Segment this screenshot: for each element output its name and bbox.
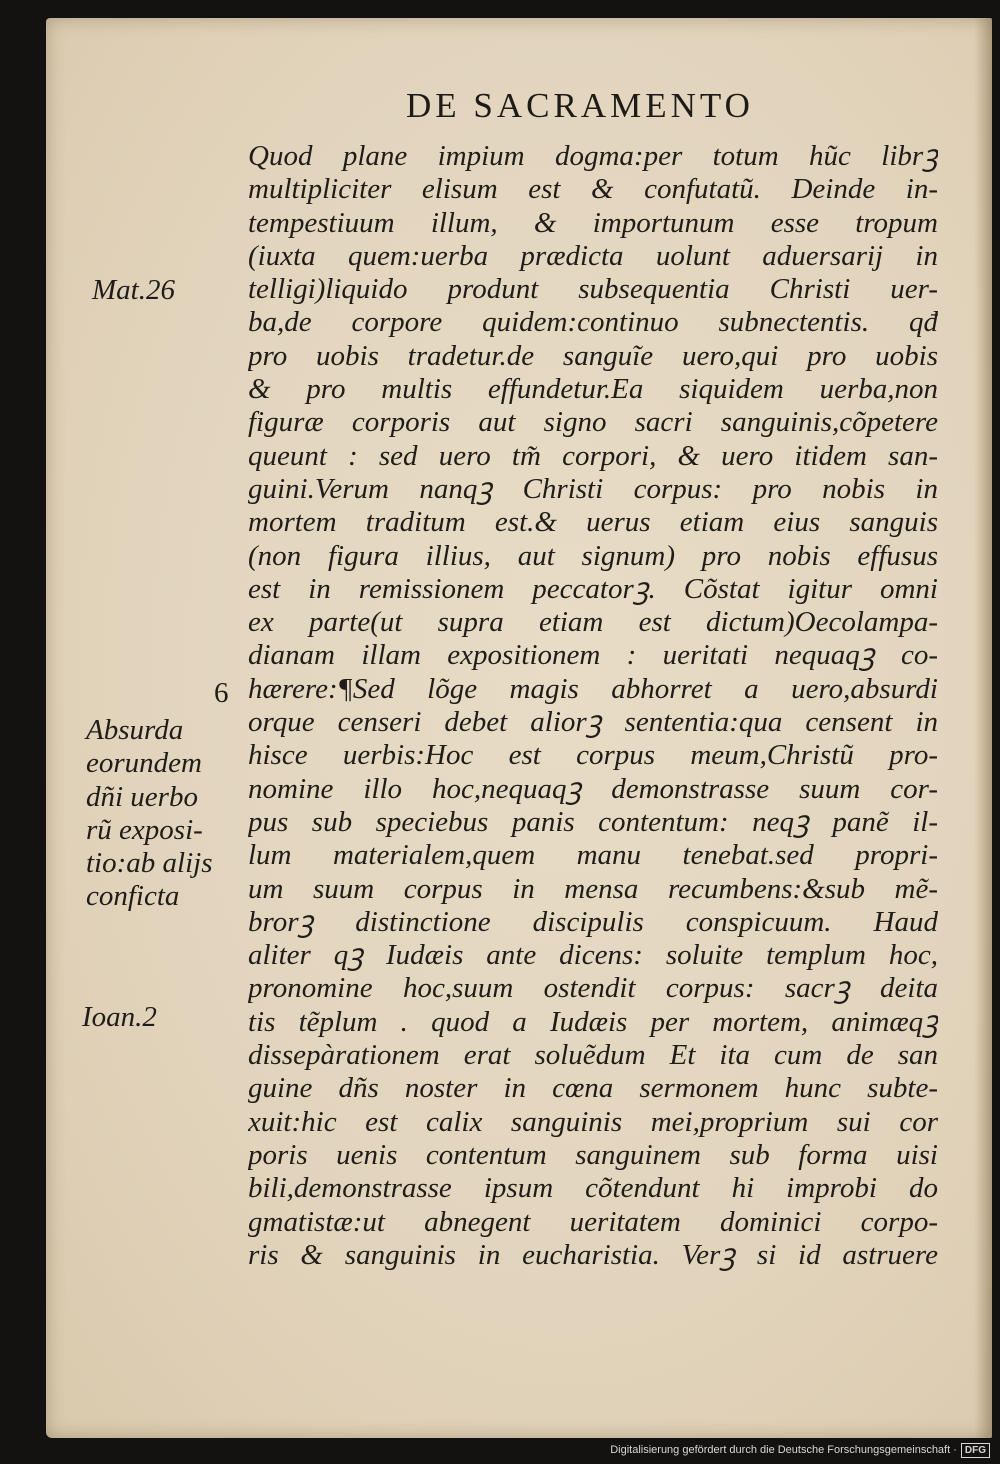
margin-note-mat: Mat.26 [92,274,175,306]
text-line: brorꝫ distinctione discipulis conspicuum. Haud [248,905,938,938]
text-line: est in remissionem peccatorꝫ. Cõstat igitur omni [248,572,938,605]
margin-note-line: conficta [86,880,180,913]
text-line: pus sub speciebus panis contentum: neqꝫ panẽ il- [248,805,938,838]
margin-note-line: rũ exposi- [86,813,203,846]
text-line: Quod plane impium dogma:per totum hũc librꝫ [248,140,938,172]
text-line: pronomine hoc,suum ostendit corpus: sacrꝫ deita [248,972,938,1005]
running-head: DE SACRAMENTO [406,86,754,125]
text-line: figuræ corporis aut signo sacri sanguinis,cõpetere [248,406,938,439]
text-line: telligi)liquido produnt subsequentia Christi uer- [248,273,938,306]
text-line: ex parte(ut supra etiam est dictum)Oecolampa- [248,606,938,639]
text-line: tis tẽplum . quod a Iudæis per mortem, animæqꝫ [248,1005,938,1038]
text-line: guini.Verum nanqꝫ Christi corpus: pro nobis in [248,472,938,505]
text-line: hærere:¶Sed lõge magis abhorret a uero,absurdi [248,672,938,705]
text-line: pro uobis tradetur.de sanguĩe uero,qui pro uobis [248,339,938,372]
text-line: ris & sanguinis in eucharistia. Verꝫ si id astruere [248,1238,938,1271]
text-line: tempestiuum illum, & importunum esse tropum [248,206,938,239]
text-line: orque censeri debet aliorꝫ sententia:qua censent in [248,706,938,739]
text-line: lum materialem,quem manu tenebat.sed propri- [248,839,938,872]
text-line: dianam illam expositionem : ueritati nequaqꝫ co- [248,639,938,672]
text-line: gmatistæ:ut abnegent ueritatem dominici corpo- [248,1205,938,1238]
margin-note-absurda [86,714,212,914]
text-line: guine dñs noster in cœna sermonem hunc subte- [248,1072,938,1105]
page-spine-shadow [974,18,992,1438]
body-text [248,140,938,1272]
margin-note-line: tio:ab alijs [86,847,213,880]
footer-credit [610,1443,990,1458]
text-line: & pro multis effundetur.Ea siquidem uerba,non [248,373,938,406]
text-line: mortem traditum est.& uerus etiam eius sanguis [248,506,938,539]
text-line: um suum corpus in mensa recumbens:&sub mẽ- [248,872,938,905]
text-line: (iuxta quem:uerba prædicta uolunt aduersarij in [248,239,938,272]
text-line: multipliciter elisum est & confutatũ. Deinde in- [248,173,938,206]
margin-note-number: 6 [214,677,229,709]
margin-note-ioan: Ioan.2 [82,1001,157,1033]
text-line: ba,de corpore quidem:continuo subnectentis. qđ [248,306,938,339]
text-line: dissepàrationem erat soluẽdum Et ita cum de san [248,1039,938,1072]
text-line: poris uenis contentum sanguinem sub forma uisi [248,1138,938,1171]
footer-credit-text: Digitalisierung gefördert durch die Deutsche Forschungsgemeinschaft · [610,1444,957,1456]
text-line: hisce uerbis:Hoc est corpus meum,Christũ pro- [248,739,938,772]
text-line: aliter qꝫ Iudæis ante dicens: soluite templum hoc, [248,939,938,972]
text-line: queunt : sed uero tm̃ corpori, & uero itidem san- [248,439,938,472]
text-line: nomine illo hoc,nequaqꝫ demonstrasse suum cor- [248,772,938,805]
margin-note-line: Absurda [86,714,184,746]
text-line: (non figura illius, aut signum) pro nobis effusus [248,539,938,572]
dfg-logo: DFG [961,1443,990,1458]
margin-note-line: dñi uerbo [86,780,198,813]
text-line: xuit:hic est calix sanguinis mei,proprium sui cor [248,1105,938,1138]
text-line: bili,demonstrasse ipsum cõtendunt hi improbi do [248,1172,938,1205]
margin-note-line: eorundem [86,747,202,780]
